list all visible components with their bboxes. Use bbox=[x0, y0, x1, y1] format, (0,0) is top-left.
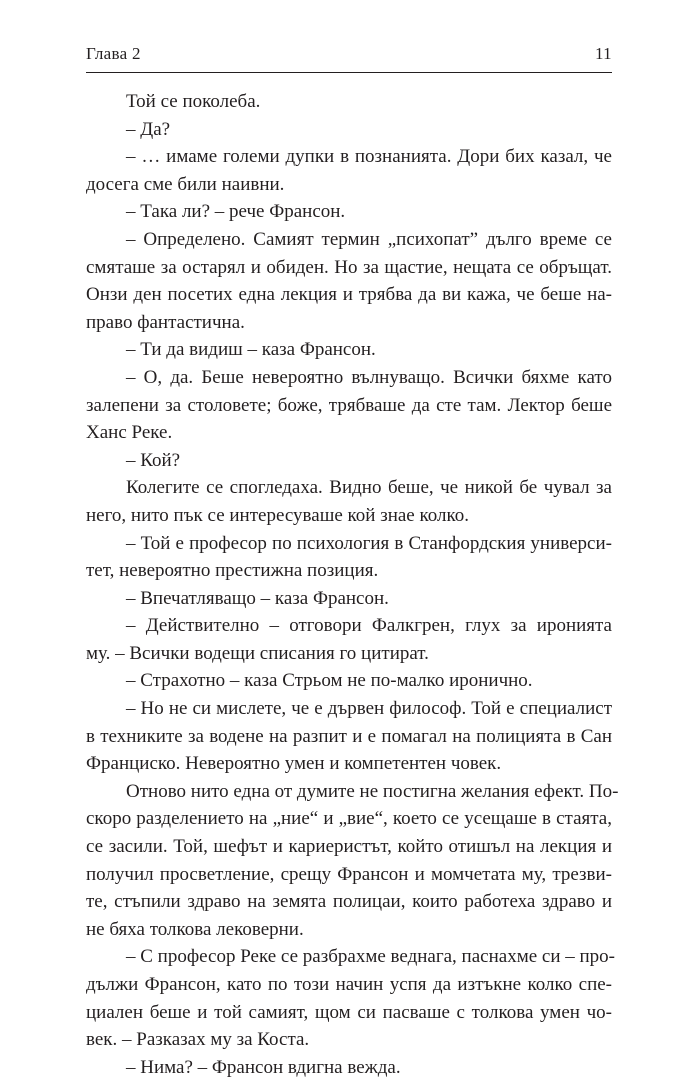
text-line: – Определено. Самият термин „психопат” дълго време се bbox=[126, 228, 612, 250]
text-line: – Но не си мислете, че е дървен философ. Той е специалист bbox=[126, 698, 612, 720]
text-line: – Кой? bbox=[126, 449, 181, 471]
text-line: – Действително – отговори Фалкгрен, глух за иронията bbox=[126, 615, 612, 637]
text-line: тет, невероятно престижна позиция. bbox=[86, 560, 379, 582]
text-line: – Той е професор по психология в Станфордския универси- bbox=[126, 532, 612, 554]
text-line: – Страхотно – каза Стрьом не по-малко иронично. bbox=[126, 670, 533, 692]
text-line: век. – Разказах му за Коста. bbox=[86, 1029, 310, 1051]
text-line: – Ти да видиш – каза Франсон. bbox=[126, 339, 376, 361]
text-line: получил просветление, срещу Франсон и момчетата му, трезви- bbox=[86, 863, 612, 885]
text-line: циален беше и той самият, щом си пасваше с толкова умен чо- bbox=[86, 1001, 612, 1023]
text-line: – Да? bbox=[126, 118, 171, 140]
text-line: дължи Франсон, като по този начин успя да изтъкне колко спе- bbox=[86, 974, 612, 995]
text-line: – О, да. Беше невероятно вълнуващо. Всички бяхме като bbox=[126, 366, 612, 388]
body-text bbox=[86, 88, 619, 1081]
text-line: Онзи ден посетих една лекция и трябва да ви кажа, че беше на- bbox=[86, 284, 612, 306]
text-line: скоро разделението на „ние“ и „вие“, което се усещаше в стаята, bbox=[86, 808, 612, 830]
text-line: Отново нито една от думите не постигна желания ефект. По- bbox=[126, 780, 619, 802]
chapter-title: Глава 2 bbox=[86, 44, 141, 63]
text-line: смяташе за остарял и обиден. Но за щастие, нещата се обръщат. bbox=[86, 256, 612, 278]
text-line: – С професор Реке се разбрахме веднага, паснахме си – про- bbox=[126, 946, 615, 968]
text-line: не бяха толкова лековерни. bbox=[86, 918, 304, 940]
text-line: в техниките за водене на разпит и е помагал на полицията в Сан bbox=[86, 725, 612, 747]
text-line: се засили. Той, шефът и кариеристът, който отишъл на лекция и bbox=[86, 836, 612, 858]
text-line: те, стъпили здраво на земята полицаи, които работеха здраво и bbox=[86, 891, 612, 913]
text-line: залепени за столовете; боже, трябваше да сте там. Лектор беше bbox=[86, 394, 612, 416]
text-line: него, нито пък се интересуваше кой знае колко. bbox=[86, 504, 469, 526]
page-number: 11 bbox=[595, 44, 612, 63]
text-line: Ханс Реке. bbox=[86, 422, 173, 444]
text-line: досега сме били наивни. bbox=[86, 173, 285, 195]
text-line: – … имаме големи дупки в познанията. Дори бих казал, че bbox=[126, 146, 612, 168]
running-header bbox=[86, 44, 612, 70]
text-line: – Така ли? – рече Франсон. bbox=[126, 201, 346, 223]
header-rule bbox=[86, 72, 612, 73]
text-line: Колегите се спогледаха. Видно беше, че никой бе чувал за bbox=[126, 477, 612, 499]
text-line: му. – Всички водещи списания го цитират. bbox=[86, 642, 429, 664]
text-line: Той се поколеба. bbox=[126, 91, 261, 112]
text-line: Франциско. Невероятно умен и компетентен човек. bbox=[86, 753, 502, 775]
text-line: – Впечатляващо – каза Франсон. bbox=[126, 587, 389, 609]
text-line: право фантастична. bbox=[86, 311, 245, 333]
text-line: – Нима? – Франсон вдигна вежда. bbox=[126, 1056, 401, 1078]
